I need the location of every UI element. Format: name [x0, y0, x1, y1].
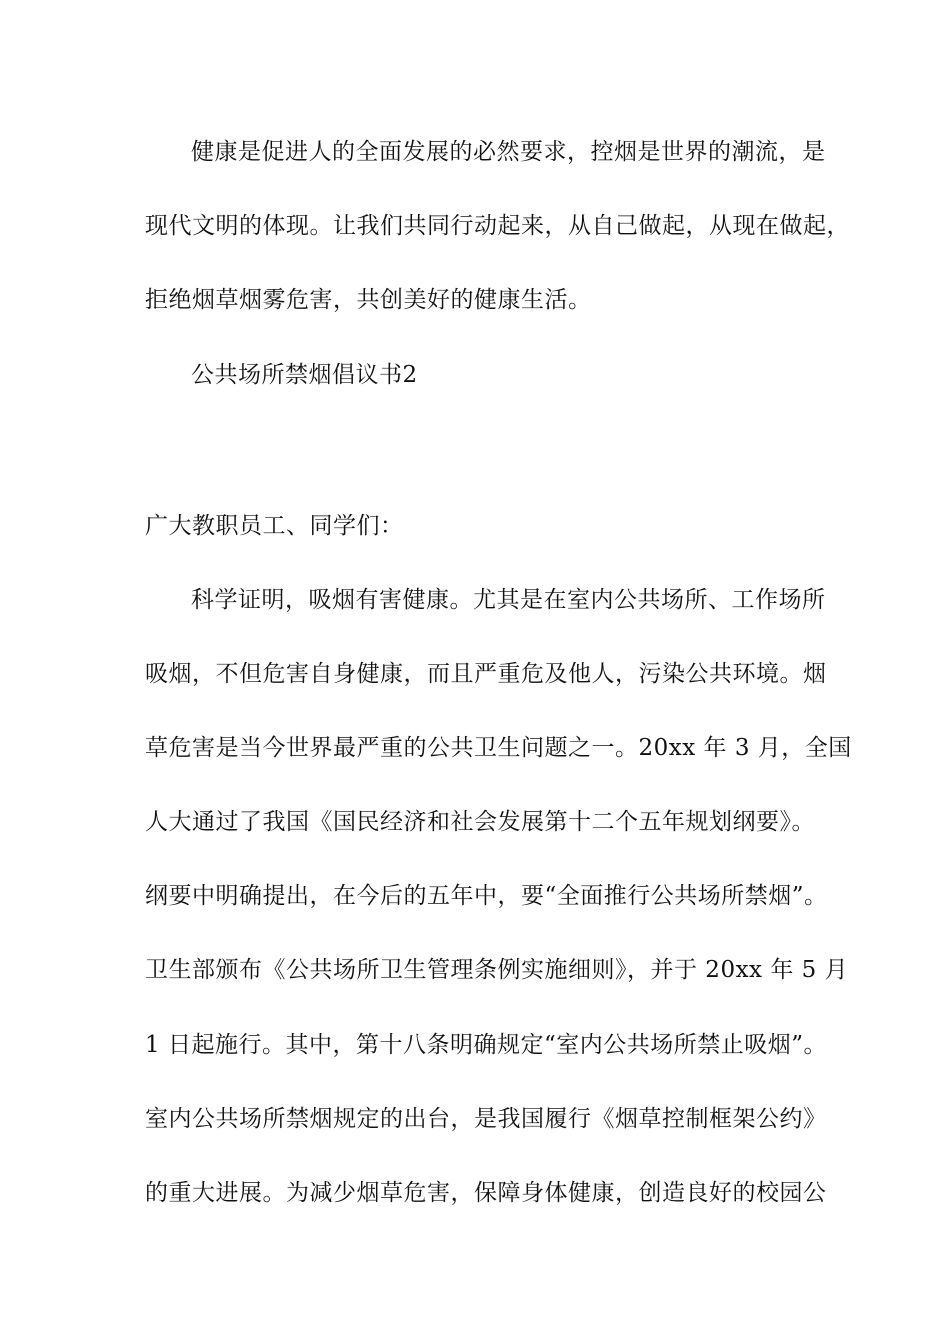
paragraph-2-line-7: 1 日起施行。其中，第十八条明确规定“室内公共场所禁止吸烟”。 — [145, 1032, 827, 1058]
salutation: 广大教职员工、同学们： — [145, 513, 404, 539]
paragraph-2-line-9: 的重大进展。为减少烟草危害，保障身体健康，创造良好的校园公 — [145, 1180, 827, 1206]
paragraph-1-line-3: 拒绝烟草烟雾危害，共创美好的健康生活。 — [145, 287, 592, 313]
paragraph-2-line-2: 吸烟，不但危害自身健康，而且严重危及他人，污染公共环境。烟 — [145, 661, 827, 687]
paragraph-2-line-8: 室内公共场所禁烟规定的出台，是我国履行《烟草控制框架公约》 — [145, 1106, 827, 1132]
paragraph-1-line-2: 现代文明的体现。让我们共同行动起来，从自己做起，从现在做起， — [145, 213, 850, 239]
section-heading: 公共场所禁烟倡议书2 — [191, 362, 418, 388]
paragraph-2-line-4: 人大通过了我国《国民经济和社会发展第十二个五年规划纲要》。 — [145, 809, 815, 835]
paragraph-2-line-1: 科学证明，吸烟有害健康。尤其是在室内公共场所、工作场所 — [191, 587, 826, 613]
paragraph-2-line-3: 草危害是当今世界最严重的公共卫生问题之一。20xx 年 3 月，全国 — [145, 735, 852, 761]
paragraph-2-line-6: 卫生部颁布《公共场所卫生管理条例实施细则》，并于 20xx 年 5 月 — [145, 957, 849, 983]
paragraph-1-line-1: 健康是促进人的全面发展的必然要求，控烟是世界的潮流，是 — [191, 139, 826, 165]
paragraph-2-line-5: 纲要中明确提出，在今后的五年中，要“全面推行公共场所禁烟”。 — [145, 883, 828, 909]
